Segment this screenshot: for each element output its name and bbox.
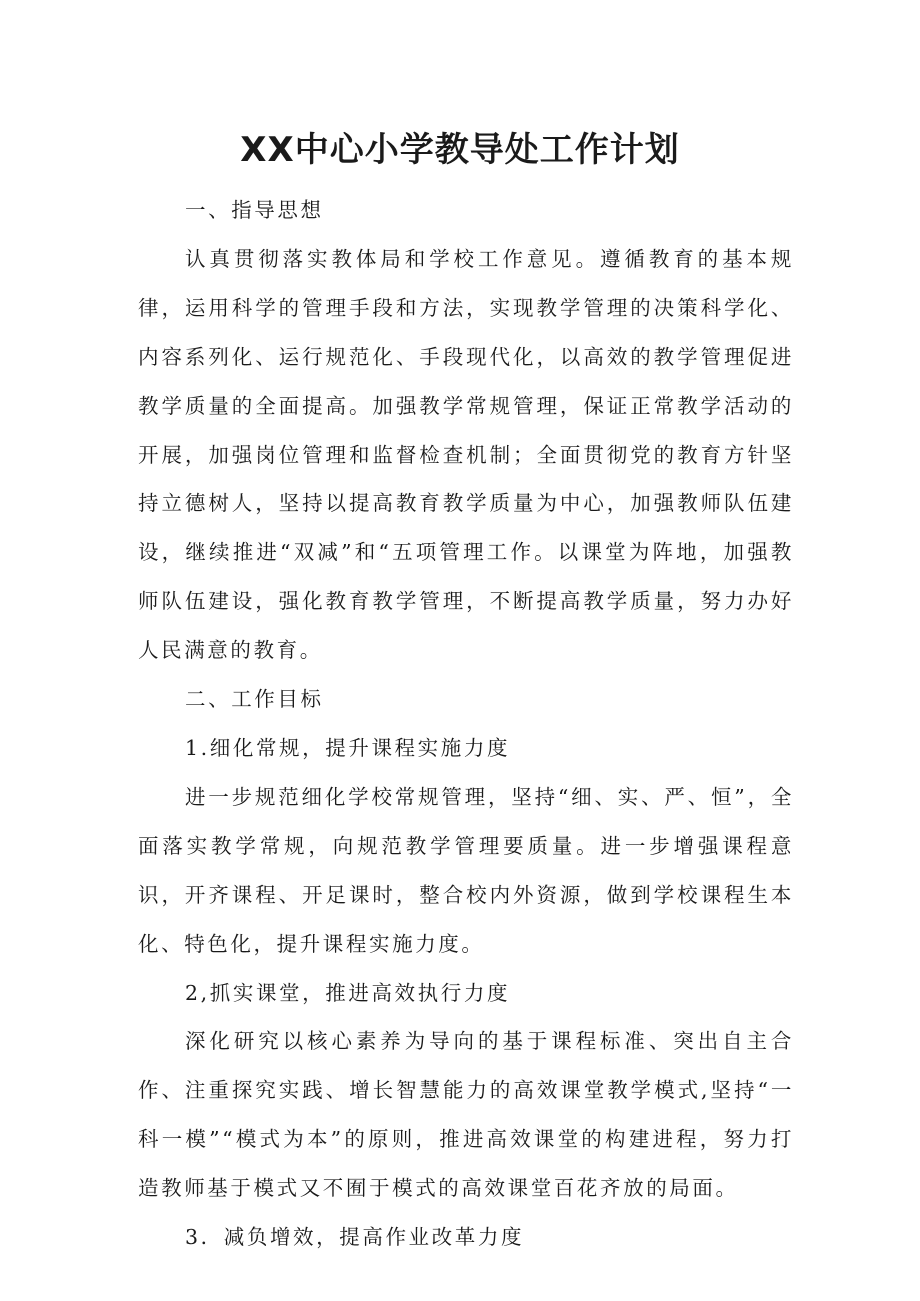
subheading-homework-reform: 3．减负增效，提高作业改革力度 [185, 1225, 525, 1250]
section-heading-work-goals: 二、工作目标 [185, 687, 324, 712]
paragraph-refine-routines: 进一步规范细化学校常规管理，坚持“细、实、严、恒”，全面落实教学常规，向规范教学管理要质量。进一步增强课程意识，开齐课程、开足课时，整合校内外资源，做到学校课程生本化、特色化，提升课程实施力度。 [138, 784, 794, 956]
document-title: XX中心小学教导处工作计划 [240, 130, 680, 170]
subheading-classroom-efficiency: 2,抓实课堂，推进高效执行力度 [185, 980, 511, 1005]
paragraph-guiding-ideology: 认真贯彻落实教体局和学校工作意见。遵循教育的基本规律，运用科学的管理手段和方法，实现教学管理的决策科学化、内容系列化、运行规范化、手段现代化，以高效的教学管理促进教学质量的全面提高。加强教学常规管理，保证正常教学活动的开展，加强岗位管理和监督检查机制；全面贯彻党的教育方针坚持立德树人，坚持以提高教育教学质量为中心，加强教师队伍建设，继续推进“双减”和“五项管理工作。以课堂为阵地，加强教师队伍建设，强化教育教学管理，不断提高教学质量，努力办好人民满意的教育。 [138, 246, 794, 663]
document-body [138, 186, 794, 1262]
section-heading-guiding-ideology: 一、指导思想 [185, 198, 324, 222]
paragraph-classroom-efficiency: 深化研究以核心素养为导向的基于课程标准、突出自主合作、注重探究实践、增长智慧能力的高效课堂教学模式,坚持“一科一模”“模式为本”的原则，推进高效课堂的构建进程，努力打造教师基于模式又不囿于模式的高效课堂百花齐放的局面。 [138, 1029, 794, 1201]
subheading-refine-routines: 1.细化常规，提升课程实施力度 [185, 735, 511, 760]
